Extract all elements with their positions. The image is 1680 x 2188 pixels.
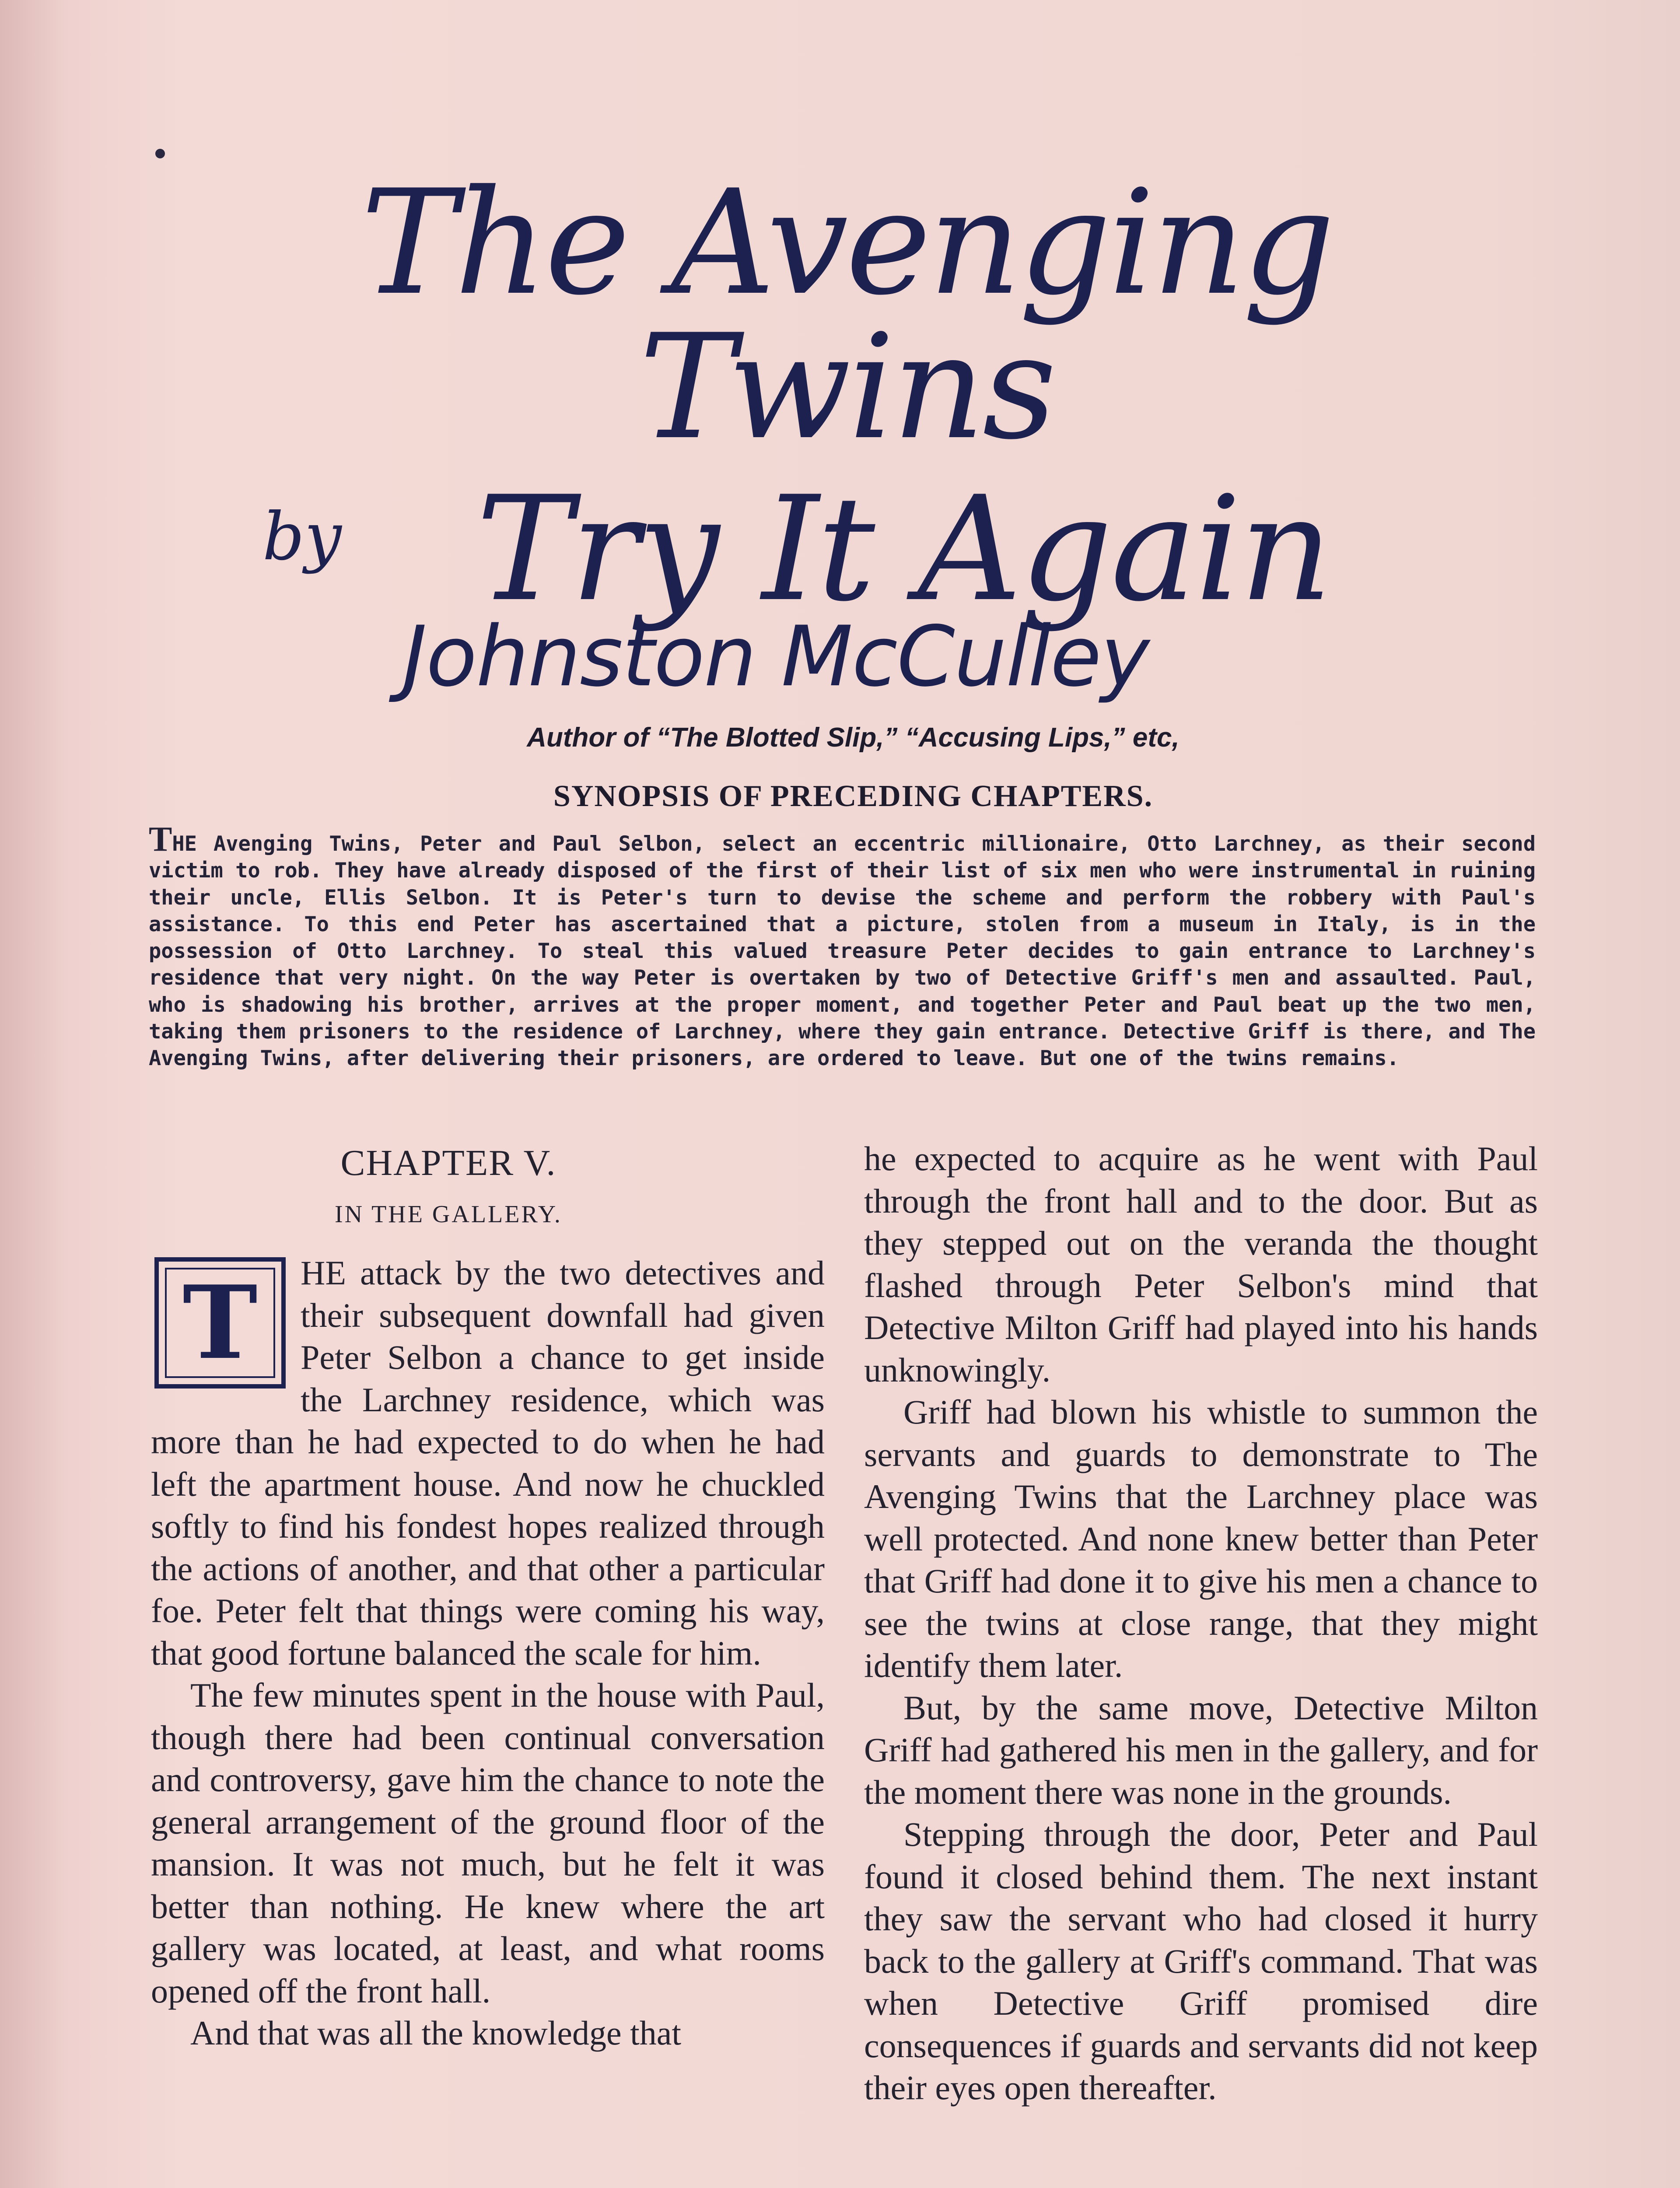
- paragraph: The few minutes spent in the house with Paul, though there had been continual conversation and controversy, gave him the chance to note the general arrangement of the ground floor of the mansion. It was not much, but he felt it was better than nothing. He knew where the art gallery was located, at least, and what rooms opened off the front hall.: [151, 1676, 825, 2010]
- synopsis-initial: T: [149, 820, 172, 859]
- synopsis-body: HE Avenging Twins, Peter and Paul Selbon, select an eccentric millionaire, Otto Larchney, as their second victim to rob. They have already disposed of the first of their list of six men who were instrumental in ruining their uncle, Ellis Selbon. It is Peter's turn to devise the scheme and perform the robbery with Paul's assistance. To this end Peter has ascertained that a picture, stolen from a museum in Italy, is in the possession of Otto Larchney. To steal this valued treasure Peter decides to gain entrance to Larchney's residence that very night. On the way Peter is overtaken by two of Detective Griff's men and assaulted. Paul, who is shadowing his brother, arrives at the proper moment, and together Peter and Paul beat up the two men, taking them prisoners to the residence of Larchney, where they gain entrance. Detective Griff is there, and The Avenging Twins, after delivering their prisoners, are ordered to leave. But one of the twins remains.: [149, 832, 1536, 1071]
- paragraph: Griff had blown his whistle to summon the servants and guards to demonstrate to The Avenging Twins that the Larchney place was well protected. And none knew better than Peter that Griff had done it to give his men a chance to see the twins at close range, that they might identify them later.: [864, 1393, 1538, 1684]
- chapter-subtitle: IN THE GALLERY.: [335, 1200, 562, 1228]
- synopsis-text: [149, 822, 1536, 1072]
- left-column: [151, 1142, 825, 2055]
- ink-dot: [155, 149, 165, 158]
- paragraph: But, by the same move, Detective Milton Griff had gathered his men in the gallery, and for the moment there was none in the grounds.: [864, 1688, 1538, 1811]
- dropcap-letter: T: [182, 1264, 258, 1382]
- author-credit: Author of “The Blotted Slip,” “Accusing Lips,” etc,: [527, 722, 1180, 753]
- chapter-dropcap: [154, 1257, 286, 1389]
- paragraph: HE attack by the two detectives and their subsequent downfall had given Peter Selbon a chance to get inside the Larchney residence, which was more than he had expected to do when he had left the apartment house. And now he chuckled softly to find his fondest hopes realized through the actions of another, and that other a particular foe. Peter felt that things were coming his way, that good fortune balanced the scale for him.: [151, 1254, 825, 1672]
- byline-by: by: [262, 499, 342, 575]
- chapter-title: CHAPTER V.: [340, 1143, 556, 1183]
- story-title: [158, 159, 1536, 633]
- title-line-1: The Avenging Twins: [360, 159, 1333, 471]
- title-line-2: Try It Again: [476, 465, 1331, 633]
- paragraph: he expected to acquire as he went with Paul through the front hall and to the door. But as they stepped out on the veranda the thought flashed through Peter Selbon's mind that Detective Milton Griff had played into his hands unknowingly.: [864, 1140, 1538, 1389]
- right-column: [864, 1138, 1538, 2109]
- paragraph: And that was all the knowledge that: [190, 2014, 682, 2052]
- paragraph: Stepping through the door, Peter and Paul found it closed behind them. The next instant they saw the servant who had closed it hurry back to the gallery at Griff's command. That was when Detective Griff promised dire consequences if guards and servants did not keep their eyes open thereafter.: [864, 1815, 1538, 2107]
- author-name: Johnston McCulley: [402, 608, 1149, 705]
- synopsis-heading: SYNOPSIS OF PRECEDING CHAPTERS.: [553, 779, 1153, 813]
